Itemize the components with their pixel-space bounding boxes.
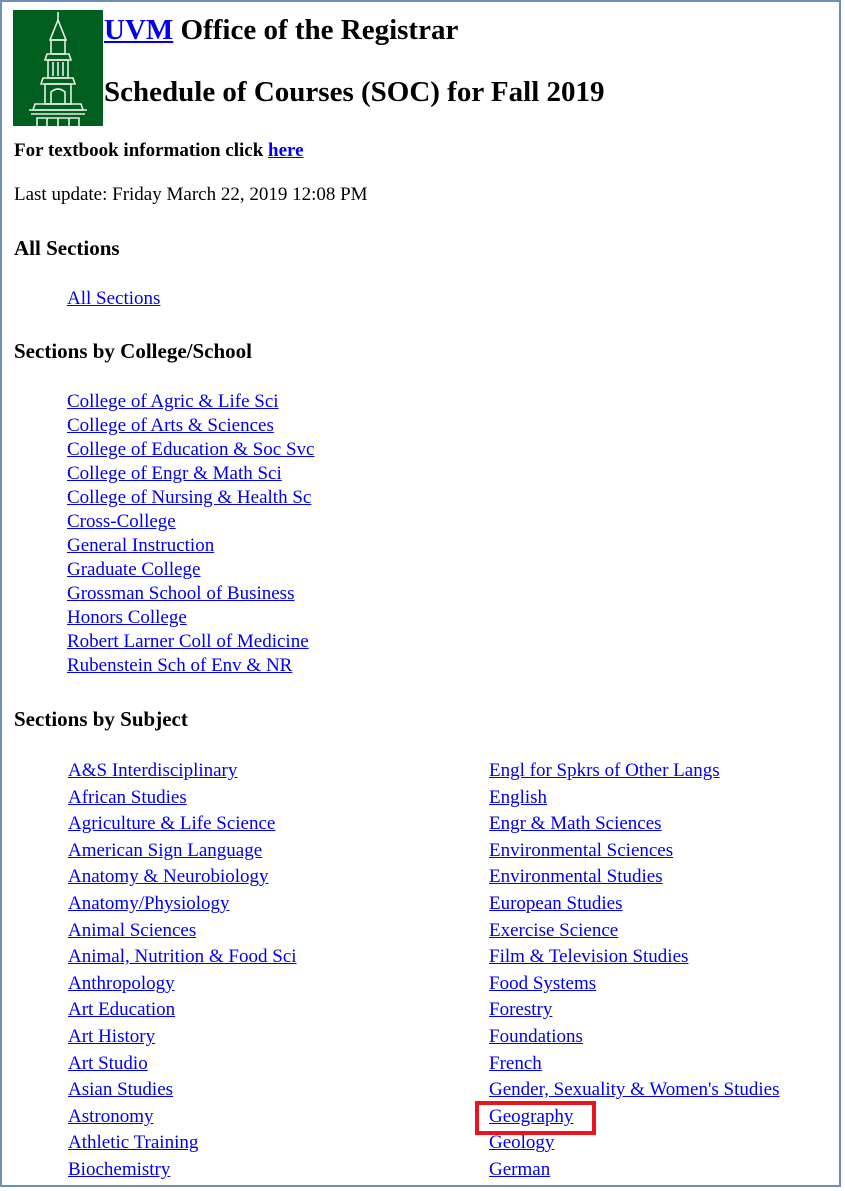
college-link[interactable]: Robert Larner Coll of Medicine: [67, 631, 309, 652]
college-link[interactable]: Grossman School of Business: [67, 583, 295, 604]
last-update-text: Last update: Friday March 22, 2019 12:08 PM: [14, 184, 368, 205]
list-item: [489, 811, 780, 838]
subject-link[interactable]: French: [489, 1052, 542, 1074]
subject-link[interactable]: Gender, Sexuality & Women's Studies: [489, 1079, 780, 1101]
subject-link[interactable]: Anthropology: [68, 972, 175, 994]
list-item: [489, 891, 780, 918]
college-link[interactable]: College of Arts & Sciences: [67, 415, 274, 436]
list-item: [68, 918, 297, 945]
list-item: [68, 971, 297, 998]
subject-link[interactable]: Animal Sciences: [68, 919, 197, 941]
list-item: [67, 390, 314, 414]
geography-highlight-box: [475, 1101, 596, 1135]
uvm-tower-logo: [13, 10, 103, 126]
subject-link[interactable]: American Sign Language: [68, 839, 263, 861]
subject-link[interactable]: European Studies: [489, 892, 623, 914]
list-item: [67, 438, 314, 462]
list-item: [67, 534, 314, 558]
subject-link[interactable]: Art Studio: [68, 1052, 148, 1074]
college-link[interactable]: College of Education & Soc Svc: [67, 439, 315, 460]
list-item: [67, 414, 314, 438]
all-sections-link[interactable]: All Sections: [67, 288, 161, 309]
list-item: [68, 1077, 297, 1104]
list-item: [68, 1130, 297, 1157]
list-item: [68, 1024, 297, 1051]
list-item: [68, 1157, 297, 1184]
list-item: [68, 891, 297, 918]
list-item: [67, 486, 314, 510]
list-item: [68, 838, 297, 865]
subject-link[interactable]: Film & Television Studies: [489, 946, 689, 968]
college-link[interactable]: College of Engr & Math Sci: [67, 463, 282, 484]
list-item: [489, 971, 780, 998]
all-sections-heading: All Sections: [14, 236, 120, 260]
textbook-info: [14, 138, 304, 164]
list-item: [67, 287, 160, 311]
subject-link[interactable]: Asian Studies: [68, 1079, 174, 1101]
list-item: [68, 944, 297, 971]
list-item: [489, 1051, 780, 1078]
subject-link[interactable]: Biochemistry: [68, 1158, 171, 1180]
college-link[interactable]: Rubenstein Sch of Env & NR: [67, 655, 293, 676]
list-item: [489, 838, 780, 865]
subject-link[interactable]: Art History: [68, 1025, 156, 1047]
subject-link[interactable]: Anatomy/Physiology: [68, 892, 230, 914]
subject-link[interactable]: A&S Interdisciplinary: [68, 760, 238, 781]
subject-link[interactable]: Engr & Math Sciences: [489, 813, 662, 835]
list-item: [67, 630, 314, 654]
page-title: [104, 10, 458, 50]
college-link[interactable]: College of Nursing & Health Sc: [67, 487, 312, 508]
subject-link[interactable]: Forestry: [489, 999, 553, 1021]
subject-link[interactable]: African Studies: [68, 786, 187, 808]
list-item: [67, 654, 314, 678]
uvm-home-link[interactable]: UVM: [104, 14, 174, 46]
college-heading: Sections by College/School: [14, 339, 253, 363]
subject-link[interactable]: Environmental Studies: [489, 866, 663, 888]
subject-link[interactable]: English: [489, 786, 548, 808]
subject-list-col1: [68, 758, 297, 1184]
subject-link[interactable]: German: [489, 1158, 551, 1180]
subject-link[interactable]: Agriculture & Life Science: [68, 813, 276, 835]
college-list: [67, 390, 314, 678]
subject-link[interactable]: Art Education: [68, 999, 176, 1021]
subject-heading: Sections by Subject: [14, 707, 188, 731]
subject-link[interactable]: Astronomy: [68, 1105, 154, 1127]
list-item: [68, 758, 297, 785]
list-item: [67, 582, 314, 606]
list-item: [68, 864, 297, 891]
list-item: [489, 785, 780, 812]
subject-link[interactable]: Environmental Sciences: [489, 839, 674, 861]
list-item: [489, 864, 780, 891]
subject-link[interactable]: Anatomy & Neurobiology: [68, 866, 269, 888]
list-item: [489, 997, 780, 1024]
list-item: [489, 1024, 780, 1051]
subject-link[interactable]: Engl for Spkrs of Other Langs: [489, 760, 720, 781]
list-item: [68, 811, 297, 838]
list-item: [68, 1104, 297, 1131]
list-item: [489, 1077, 780, 1104]
textbook-here-link[interactable]: here: [268, 140, 304, 161]
subject-link[interactable]: Athletic Training: [68, 1132, 199, 1154]
college-link[interactable]: Graduate College: [67, 559, 201, 580]
subject-link[interactable]: Foundations: [489, 1025, 583, 1047]
geography-link[interactable]: Geography: [489, 1105, 574, 1127]
tower-icon: [13, 10, 103, 126]
all-sections-list: [67, 287, 160, 311]
list-item: [67, 606, 314, 630]
subject-link[interactable]: Animal, Nutrition & Food Sci: [68, 946, 297, 968]
title-text: Office of the Registrar: [173, 14, 459, 46]
page-subtitle: Schedule of Courses (SOC) for Fall 2019: [104, 76, 605, 108]
textbook-prefix: For textbook information click: [14, 140, 269, 161]
list-item: [67, 462, 314, 486]
list-item: [489, 758, 780, 785]
college-link[interactable]: Cross-College: [67, 511, 176, 532]
list-item: [67, 558, 314, 582]
list-item: [489, 944, 780, 971]
college-link[interactable]: Honors College: [67, 607, 187, 628]
list-item: [68, 997, 297, 1024]
list-item: [67, 510, 314, 534]
list-item: [68, 1051, 297, 1078]
list-item: [68, 785, 297, 812]
subject-link[interactable]: Food Systems: [489, 972, 597, 994]
college-link[interactable]: General Instruction: [67, 535, 215, 556]
subject-link[interactable]: Geology: [489, 1132, 555, 1154]
subject-link[interactable]: Exercise Science: [489, 919, 619, 941]
college-link[interactable]: College of Agric & Life Sci: [67, 391, 279, 412]
list-item: [489, 1157, 780, 1184]
list-item: [489, 918, 780, 945]
